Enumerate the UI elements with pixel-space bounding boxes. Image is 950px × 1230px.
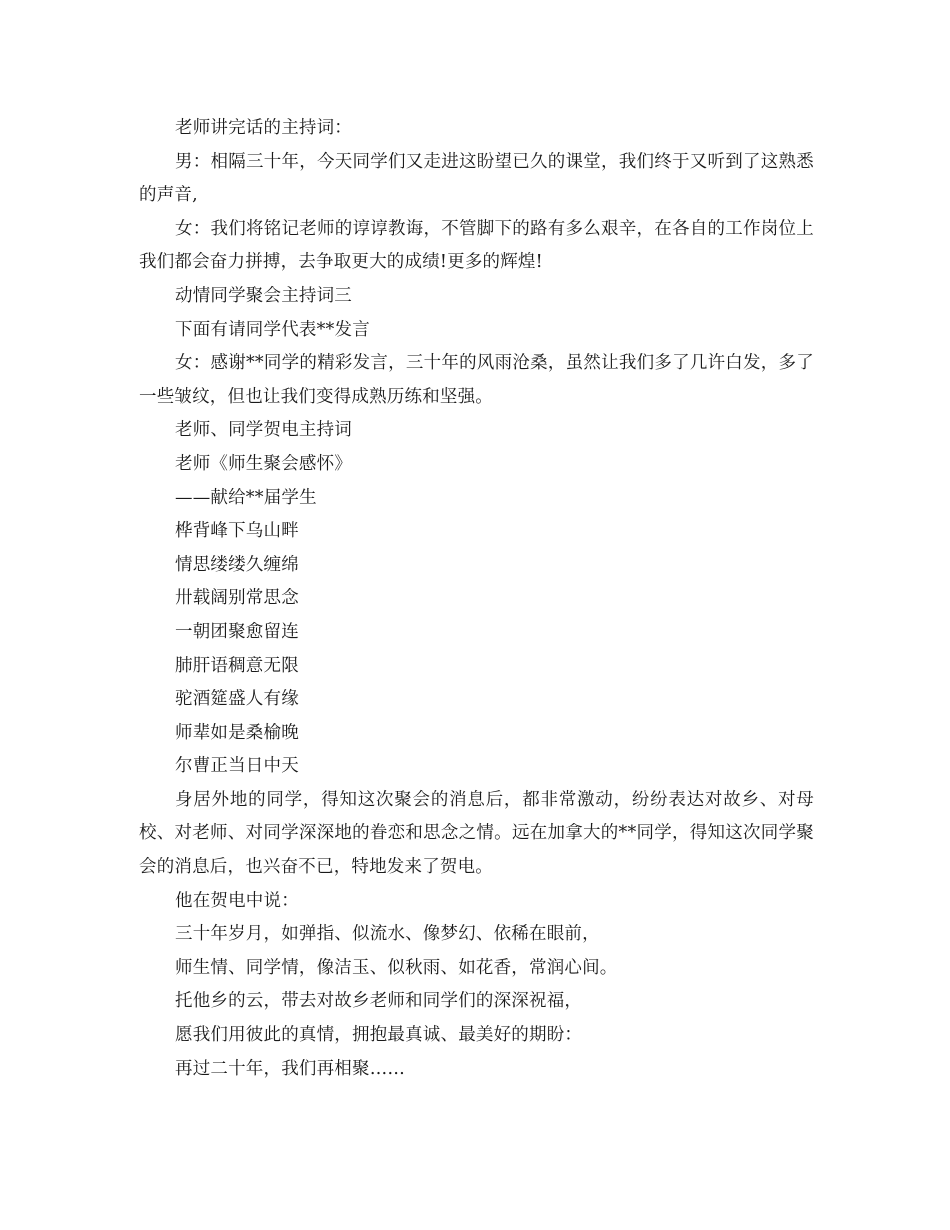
poem-line: 尔曹正当日中天 xyxy=(175,756,299,777)
telegram-line: 愿我们用彼此的真情，拥抱最真诚、最美好的期盼： xyxy=(175,1025,583,1046)
poem-line: 师辈如是桑榆晚 xyxy=(175,722,299,743)
paragraph-host-intro: 老师讲完话的主持词： xyxy=(175,118,352,138)
telegram-line: 师生情、同学情，像洁玉、似秋雨、如花香，常润心间。 xyxy=(175,957,618,978)
paragraph-female-host: 女：我们将铭记老师的谆谆教诲，不管脚下的路有多么艰辛，在各自的工作岗位上我们都会奋力拼搏，去争取更大的成绩!更多的辉煌! xyxy=(139,218,814,273)
paragraph-overseas-classmates: 身居外地的同学，得知这次聚会的消息后，都非常激动，纷纷表达对故乡、对母校、对老师、对同学深深地的眷恋和思念之情。远在加拿大的**同学，得知这次同学聚会的消息后，也兴奋不已，特地发来了贺电。 xyxy=(139,789,814,878)
telegram-line: 三十年岁月，如弹指、似流水、像梦幻、依稀在眼前， xyxy=(175,924,600,945)
poem-line: 卅载阔别常思念 xyxy=(175,588,299,609)
telegram-line: 再过二十年，我们再相聚…… xyxy=(175,1058,406,1079)
paragraph-male-host: 男：相隔三十年，今天同学们又走进这盼望已久的课堂，我们终于又听到了这熟悉的声音, xyxy=(139,151,814,206)
section-heading-three: 动情同学聚会主持词三 xyxy=(175,285,352,306)
poem-dedication: ——献给**届学生 xyxy=(175,487,317,508)
paragraph-invite-speaker: 下面有请同学代表**发言 xyxy=(175,319,370,340)
paragraph-thanks: 女：感谢**同学的精彩发言，三十年的风雨沧桑，虽然让我们多了几许白发，多了一些皱纹，但也让我们变得成熟历练和坚强。 xyxy=(139,353,814,407)
section-heading-greetings: 老师、同学贺电主持词 xyxy=(175,420,352,441)
telegram-line: 托他乡的云，带去对故乡老师和同学们的深深祝福， xyxy=(175,991,583,1012)
paragraph-telegram-intro: 他在贺电中说： xyxy=(175,890,299,911)
poem-title: 老师《师生聚会感怀》 xyxy=(175,453,352,474)
poem-line: 肺肝语稠意无限 xyxy=(175,655,299,676)
poem-line: 情思缕缕久缠绵 xyxy=(175,554,299,575)
poem-line: 一朝团聚愈留连 xyxy=(175,621,299,642)
document-body xyxy=(139,112,814,1086)
poem-line: 驼酒筵盛人有缘 xyxy=(175,689,299,710)
poem-line: 桦背峰下乌山畔 xyxy=(175,521,299,542)
